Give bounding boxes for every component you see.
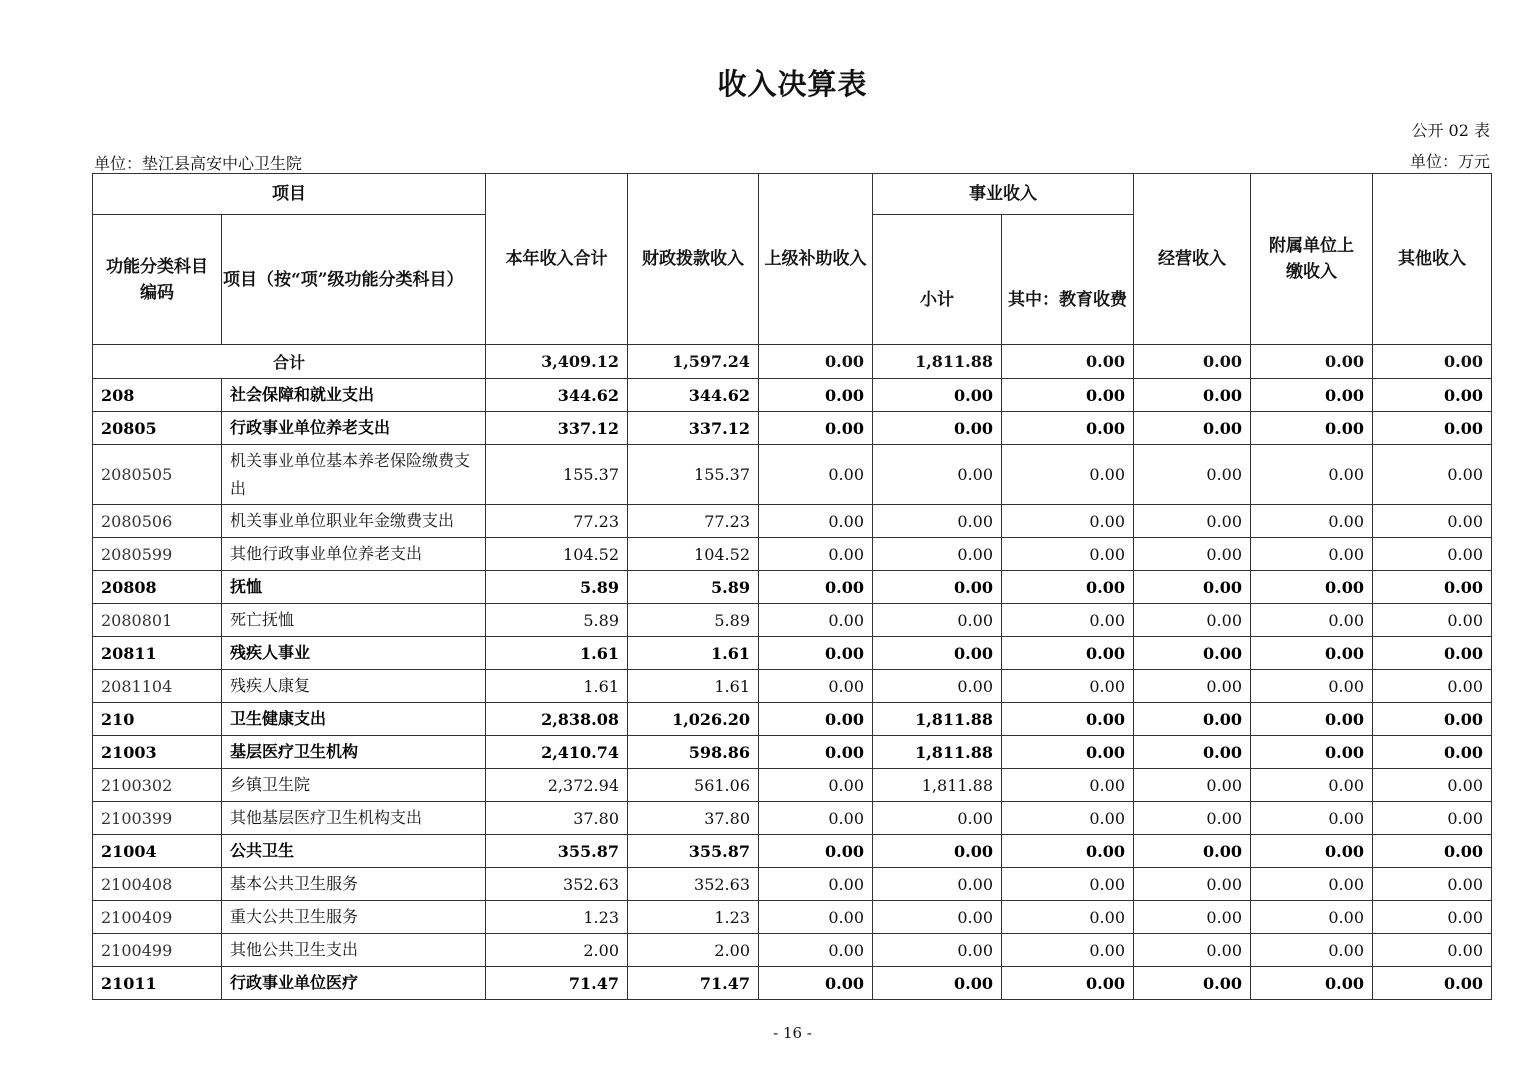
table-row	[93, 379, 1492, 412]
table-row	[93, 505, 1492, 538]
table-row	[93, 637, 1492, 670]
table-row	[93, 868, 1492, 901]
row-value: 0.00	[1373, 934, 1492, 967]
row-value: 0.00	[1002, 967, 1134, 1000]
row-value: 0.00	[873, 637, 1002, 670]
row-value: 0.00	[759, 802, 873, 835]
row-code: 2100302	[93, 769, 222, 802]
row-name: 行政事业单位医疗	[222, 967, 486, 1000]
row-name: 其他基层医疗卫生机构支出	[222, 802, 486, 835]
reporting-unit: 单位：垫江县高安中心卫生院	[94, 154, 303, 173]
header-other: 其他收入	[1373, 174, 1492, 345]
row-value: 0.00	[1134, 412, 1251, 445]
row-value: 598.86	[628, 736, 759, 769]
row-value: 0.00	[1251, 868, 1373, 901]
row-value: 0.00	[759, 868, 873, 901]
row-value: 0.00	[873, 379, 1002, 412]
row-value: 0.00	[873, 901, 1002, 934]
table-row	[93, 703, 1492, 736]
row-name: 残疾人事业	[222, 637, 486, 670]
row-value: 0.00	[1251, 412, 1373, 445]
row-value: 0.00	[1373, 379, 1492, 412]
header-affiliated: 附属单位上缴收入	[1251, 174, 1373, 345]
row-value: 0.00	[873, 412, 1002, 445]
total-cell: 0.00	[759, 345, 873, 379]
row-value: 0.00	[1002, 868, 1134, 901]
row-name: 乡镇卫生院	[222, 769, 486, 802]
row-value: 0.00	[1134, 445, 1251, 505]
total-cell: 1,597.24	[628, 345, 759, 379]
row-code: 2100399	[93, 802, 222, 835]
row-value: 0.00	[1251, 379, 1373, 412]
row-value: 0.00	[1251, 835, 1373, 868]
row-value: 1.61	[486, 670, 628, 703]
row-value: 0.00	[1134, 934, 1251, 967]
total-cell: 0.00	[1373, 345, 1492, 379]
row-value: 1,811.88	[873, 769, 1002, 802]
row-value: 0.00	[1002, 901, 1134, 934]
row-value: 355.87	[486, 835, 628, 868]
row-value: 0.00	[759, 769, 873, 802]
row-value: 344.62	[486, 379, 628, 412]
row-value: 0.00	[1251, 901, 1373, 934]
row-value: 1,026.20	[628, 703, 759, 736]
income-table	[92, 173, 1492, 1000]
row-value: 0.00	[759, 571, 873, 604]
row-value: 0.00	[1373, 967, 1492, 1000]
row-value: 2,410.74	[486, 736, 628, 769]
row-value: 0.00	[759, 538, 873, 571]
row-value: 0.00	[759, 604, 873, 637]
row-value: 0.00	[1134, 901, 1251, 934]
header-subsidy: 上级补助收入	[759, 174, 873, 345]
row-value: 352.63	[486, 868, 628, 901]
row-value: 104.52	[486, 538, 628, 571]
row-value: 0.00	[1002, 505, 1134, 538]
row-value: 0.00	[1002, 835, 1134, 868]
table-row	[93, 769, 1492, 802]
row-value: 0.00	[1002, 604, 1134, 637]
header-total: 本年收入合计	[486, 174, 628, 345]
row-code: 2080505	[93, 445, 222, 505]
header-business-edu: 其中：教育收费	[1002, 215, 1134, 345]
row-name: 行政事业单位养老支出	[222, 412, 486, 445]
row-value: 0.00	[759, 835, 873, 868]
table-row	[93, 604, 1492, 637]
row-code: 2080801	[93, 604, 222, 637]
row-value: 0.00	[1002, 769, 1134, 802]
row-value: 0.00	[1373, 637, 1492, 670]
table-row	[93, 967, 1492, 1000]
total-cell: 0.00	[1251, 345, 1373, 379]
table-row	[93, 412, 1492, 445]
row-value: 0.00	[873, 571, 1002, 604]
row-name: 机关事业单位职业年金缴费支出	[222, 505, 486, 538]
row-value: 0.00	[1251, 736, 1373, 769]
row-name: 其他公共卫生支出	[222, 934, 486, 967]
row-value: 37.80	[486, 802, 628, 835]
row-value: 0.00	[1134, 769, 1251, 802]
row-value: 0.00	[1251, 802, 1373, 835]
row-value: 0.00	[873, 868, 1002, 901]
row-value: 0.00	[1373, 538, 1492, 571]
total-row	[93, 345, 1492, 379]
row-value: 0.00	[1251, 538, 1373, 571]
table-row	[93, 901, 1492, 934]
row-value: 2,372.94	[486, 769, 628, 802]
table-row	[93, 736, 1492, 769]
row-value: 0.00	[1373, 769, 1492, 802]
row-code: 2100409	[93, 901, 222, 934]
row-value: 0.00	[1002, 802, 1134, 835]
table-row	[93, 802, 1492, 835]
row-code: 2080506	[93, 505, 222, 538]
row-code: 21004	[93, 835, 222, 868]
total-cell: 3,409.12	[486, 345, 628, 379]
row-value: 355.87	[628, 835, 759, 868]
page-title: 收入决算表	[717, 67, 868, 101]
row-value: 37.80	[628, 802, 759, 835]
table-row	[93, 571, 1492, 604]
row-code: 2100499	[93, 934, 222, 967]
row-value: 0.00	[1134, 571, 1251, 604]
row-code: 20808	[93, 571, 222, 604]
row-value: 0.00	[873, 967, 1002, 1000]
row-name: 残疾人康复	[222, 670, 486, 703]
row-value: 0.00	[873, 670, 1002, 703]
header-code: 功能分类科目编码	[93, 215, 222, 345]
row-value: 0.00	[759, 934, 873, 967]
row-value: 0.00	[1002, 934, 1134, 967]
row-code: 20811	[93, 637, 222, 670]
row-value: 2.00	[486, 934, 628, 967]
row-value: 0.00	[1134, 802, 1251, 835]
currency-unit: 单位：万元	[1409, 152, 1490, 171]
row-value: 0.00	[1373, 835, 1492, 868]
row-value: 0.00	[759, 445, 873, 505]
header-business-sub: 小计	[873, 215, 1002, 345]
row-value: 2,838.08	[486, 703, 628, 736]
row-value: 1,811.88	[873, 703, 1002, 736]
row-value: 0.00	[1002, 736, 1134, 769]
table-row	[93, 445, 1492, 505]
row-value: 0.00	[1251, 703, 1373, 736]
row-value: 5.89	[486, 571, 628, 604]
row-value: 0.00	[1373, 445, 1492, 505]
row-value: 0.00	[1002, 703, 1134, 736]
row-value: 352.63	[628, 868, 759, 901]
row-value: 0.00	[1373, 505, 1492, 538]
row-value: 0.00	[1134, 637, 1251, 670]
row-value: 0.00	[759, 412, 873, 445]
row-value: 0.00	[1134, 703, 1251, 736]
row-value: 0.00	[1002, 538, 1134, 571]
row-value: 0.00	[873, 445, 1002, 505]
row-value: 0.00	[1373, 412, 1492, 445]
row-value: 0.00	[1373, 703, 1492, 736]
row-value: 0.00	[759, 967, 873, 1000]
row-value: 77.23	[486, 505, 628, 538]
row-name: 死亡抚恤	[222, 604, 486, 637]
row-value: 0.00	[1134, 604, 1251, 637]
row-name: 机关事业单位基本养老保险缴费支出	[222, 445, 486, 505]
row-value: 0.00	[1002, 571, 1134, 604]
row-value: 0.00	[1251, 445, 1373, 505]
row-value: 155.37	[486, 445, 628, 505]
row-name: 基本公共卫生服务	[222, 868, 486, 901]
row-value: 0.00	[1134, 967, 1251, 1000]
row-code: 20805	[93, 412, 222, 445]
row-value: 0.00	[873, 934, 1002, 967]
total-cell: 1,811.88	[873, 345, 1002, 379]
row-value: 0.00	[1251, 571, 1373, 604]
row-value: 0.00	[759, 901, 873, 934]
row-value: 1.61	[628, 637, 759, 670]
header-fiscal: 财政拨款收入	[628, 174, 759, 345]
row-value: 344.62	[628, 379, 759, 412]
row-name: 社会保障和就业支出	[222, 379, 486, 412]
row-value: 0.00	[1251, 769, 1373, 802]
row-name: 抚恤	[222, 571, 486, 604]
row-value: 0.00	[1134, 868, 1251, 901]
row-name: 卫生健康支出	[222, 703, 486, 736]
header-name: 项目（按“项”级功能分类科目）	[222, 215, 486, 345]
page-number: - 16 -	[773, 1024, 812, 1042]
header-operating: 经营收入	[1134, 174, 1251, 345]
row-value: 0.00	[873, 835, 1002, 868]
row-value: 0.00	[1373, 571, 1492, 604]
table-row	[93, 538, 1492, 571]
row-value: 0.00	[759, 379, 873, 412]
row-value: 0.00	[1134, 835, 1251, 868]
row-code: 21003	[93, 736, 222, 769]
row-value: 0.00	[759, 736, 873, 769]
row-value: 0.00	[873, 505, 1002, 538]
row-name: 公共卫生	[222, 835, 486, 868]
row-value: 5.89	[486, 604, 628, 637]
row-value: 0.00	[1134, 379, 1251, 412]
row-value: 1.61	[486, 637, 628, 670]
row-name: 基层医疗卫生机构	[222, 736, 486, 769]
row-value: 0.00	[1002, 412, 1134, 445]
row-value: 337.12	[486, 412, 628, 445]
row-value: 104.52	[628, 538, 759, 571]
table-row	[93, 835, 1492, 868]
row-value: 337.12	[628, 412, 759, 445]
row-value: 0.00	[873, 538, 1002, 571]
row-value: 0.00	[1134, 505, 1251, 538]
row-code: 208	[93, 379, 222, 412]
row-code: 210	[93, 703, 222, 736]
row-value: 71.47	[628, 967, 759, 1000]
row-value: 0.00	[1373, 604, 1492, 637]
row-value: 0.00	[1134, 670, 1251, 703]
row-value: 0.00	[1251, 967, 1373, 1000]
row-value: 5.89	[628, 571, 759, 604]
form-number: 公开 02 表	[1411, 121, 1490, 140]
row-value: 0.00	[1373, 736, 1492, 769]
row-value: 2.00	[628, 934, 759, 967]
row-code: 21011	[93, 967, 222, 1000]
row-code: 2080599	[93, 538, 222, 571]
row-value: 0.00	[873, 604, 1002, 637]
row-value: 0.00	[759, 637, 873, 670]
row-value: 1.23	[486, 901, 628, 934]
row-value: 1.23	[628, 901, 759, 934]
row-value: 0.00	[1251, 637, 1373, 670]
row-value: 0.00	[1002, 379, 1134, 412]
row-code: 2081104	[93, 670, 222, 703]
total-cell: 0.00	[1002, 345, 1134, 379]
row-value: 0.00	[1373, 802, 1492, 835]
row-value: 0.00	[873, 802, 1002, 835]
row-value: 155.37	[628, 445, 759, 505]
row-value: 77.23	[628, 505, 759, 538]
row-value: 561.06	[628, 769, 759, 802]
row-value: 0.00	[1373, 868, 1492, 901]
row-value: 0.00	[1373, 901, 1492, 934]
row-value: 0.00	[759, 670, 873, 703]
row-value: 0.00	[1134, 538, 1251, 571]
row-name: 其他行政事业单位养老支出	[222, 538, 486, 571]
row-value: 0.00	[759, 703, 873, 736]
header-business-group: 事业收入	[873, 174, 1134, 215]
row-value: 5.89	[628, 604, 759, 637]
row-value: 0.00	[1002, 637, 1134, 670]
row-value: 0.00	[1002, 445, 1134, 505]
row-value: 0.00	[1251, 670, 1373, 703]
table-row	[93, 934, 1492, 967]
row-value: 0.00	[1002, 670, 1134, 703]
row-value: 0.00	[1251, 604, 1373, 637]
row-code: 2100408	[93, 868, 222, 901]
total-label: 合计	[93, 345, 486, 379]
row-value: 0.00	[1373, 670, 1492, 703]
row-value: 1.61	[628, 670, 759, 703]
row-value: 0.00	[1134, 736, 1251, 769]
row-value: 0.00	[1251, 934, 1373, 967]
row-value: 1,811.88	[873, 736, 1002, 769]
row-value: 71.47	[486, 967, 628, 1000]
row-value: 0.00	[759, 505, 873, 538]
row-name: 重大公共卫生服务	[222, 901, 486, 934]
header-item-group: 项目	[93, 174, 486, 215]
row-value: 0.00	[1251, 505, 1373, 538]
table-row	[93, 670, 1492, 703]
total-cell: 0.00	[1134, 345, 1251, 379]
